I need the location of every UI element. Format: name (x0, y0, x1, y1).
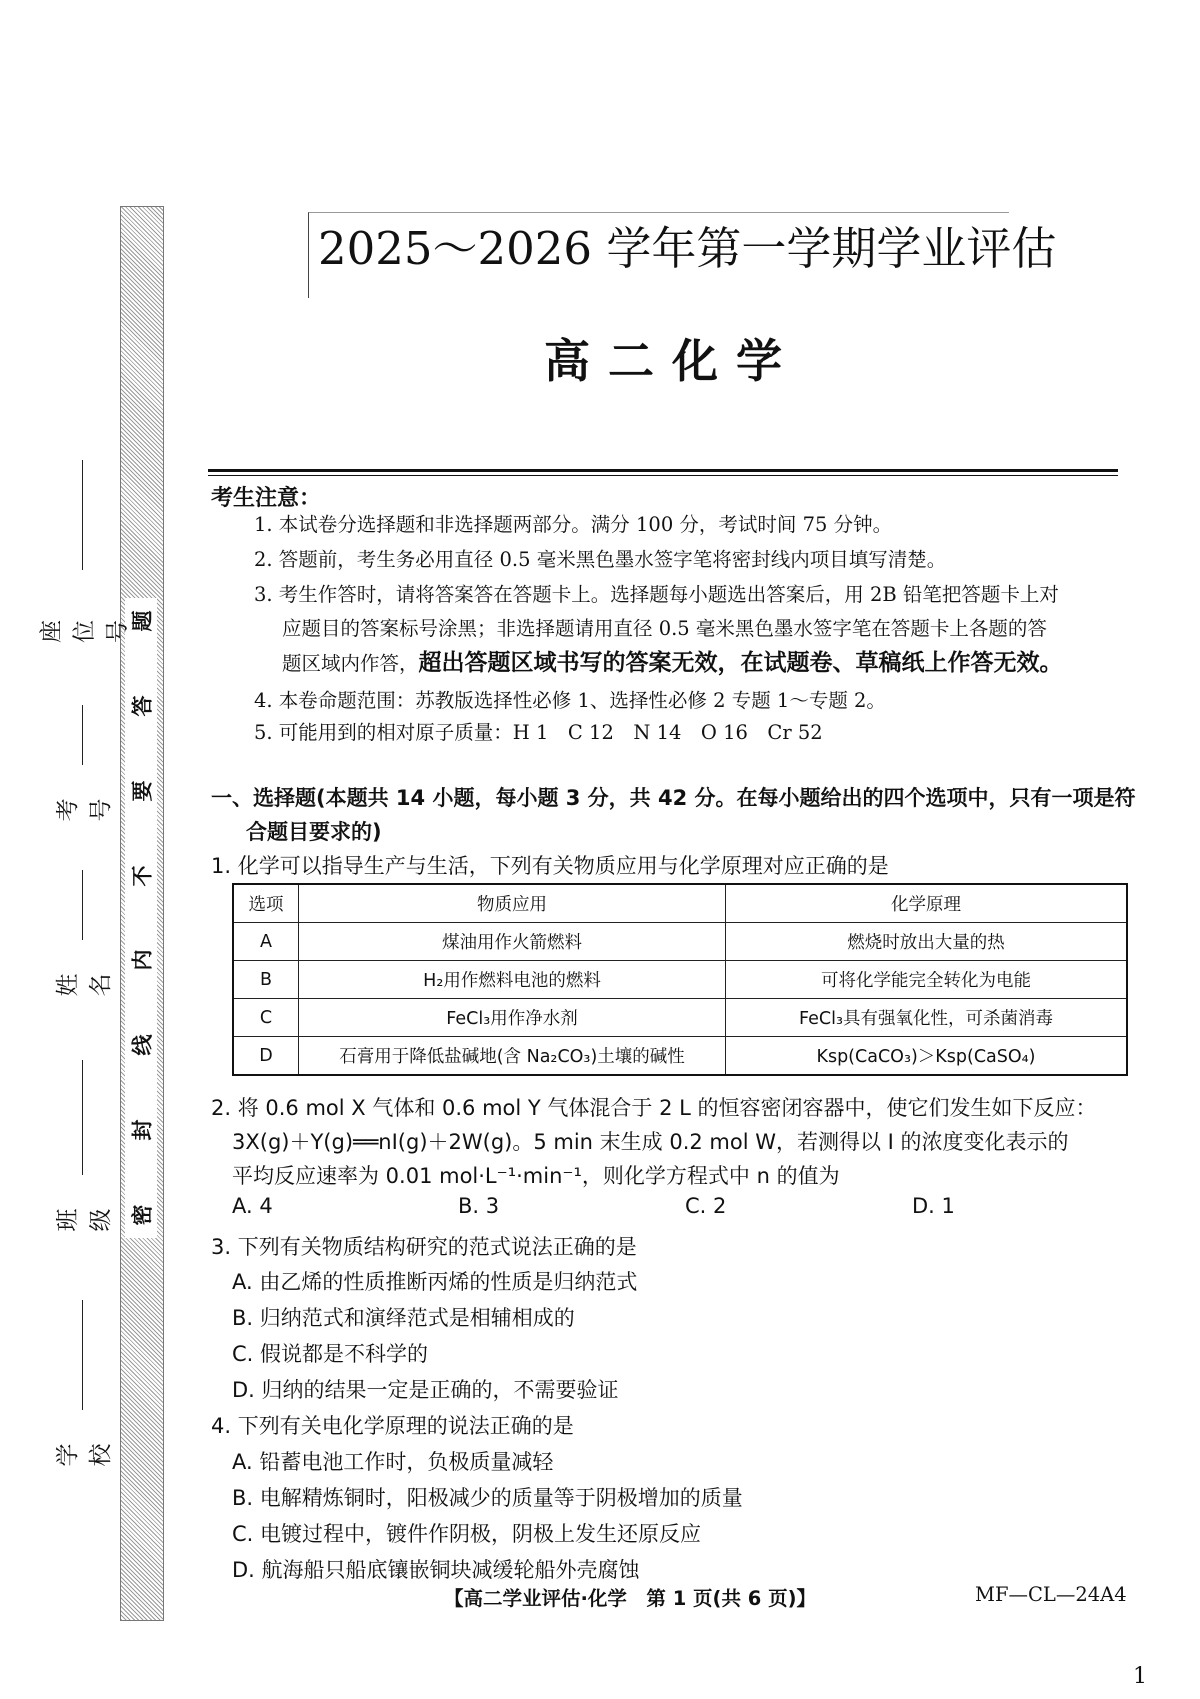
page-footer: 【高二学业评估·化学 第 1 页(共 6 页)】 (444, 1587, 817, 1610)
table-header: 选项 (233, 884, 299, 923)
seal-char: 封 (129, 1119, 154, 1141)
table-cell: 燃烧时放出大量的热 (726, 923, 1128, 961)
notice-item: 1. 本试卷分选择题和非选择题两部分。满分 100 分，考试时间 75 分钟。 (254, 513, 893, 536)
page-number: 1 (1133, 1664, 1147, 1689)
notice-item: 4. 本卷命题范围：苏教版选择性必修 1、选择性必修 2 专题 1～专题 2。 (254, 689, 886, 712)
question-2-option: A. 4 (232, 1194, 273, 1218)
table-cell: 煤油用作火箭燃料 (299, 923, 726, 961)
notice-emphasis: 超出答题区域书写的答案无效，在试题卷、草稿纸上作答无效。 (418, 650, 1063, 676)
question-2-option: D. 1 (912, 1194, 955, 1218)
table-cell: Ksp(CaCO₃)＞Ksp(CaSO₄) (726, 1037, 1128, 1076)
name-label: 姓名 (55, 973, 114, 997)
question-1-table (232, 883, 1128, 1076)
table-cell: A (233, 923, 299, 961)
question-2-line: 3X(g)＋Y(g)══nI(g)＋2W(g)。5 min 末生成 0.2 mol W，若测得以 I 的浓度变化表示的 (232, 1130, 1069, 1154)
table-header-row (233, 884, 1127, 923)
notice-item: 2. 答题前，考生务必用直径 0.5 毫米黑色墨水签字笔将密封线内项目填写清楚。 (254, 548, 947, 571)
table-cell: 石膏用于降低盐碱地(含 Na₂CO₃)土壤的碱性 (299, 1037, 726, 1076)
seal-char: 内 (129, 949, 154, 971)
question-4-option: B. 电解精炼铜时，阳极减少的质量等于阴极增加的质量 (232, 1486, 743, 1510)
table-cell: D (233, 1037, 299, 1076)
question-2-option: C. 2 (685, 1194, 727, 1218)
notice-item: 应题目的答案标号涂黑；非选择题请用直径 0.5 毫米黑色墨水签字笔在答题卡上各题的答 (282, 617, 1047, 640)
seal-char: 密 (129, 1204, 154, 1226)
exam-title: 2025～2026 学年第一学期学业评估 (318, 222, 1057, 275)
seat-number-label: 座位号 (38, 620, 131, 643)
question-4-stem: 4. 下列有关电化学原理的说法正确的是 (211, 1414, 574, 1438)
question-4-option: C. 电镀过程中，镀件作阴极，阴极上发生还原反应 (232, 1522, 702, 1546)
section-heading: 一、选择题(本题共 14 小题，每小题 3 分，共 42 分。在每小题给出的四个选项中，只有一项是符 (211, 786, 1136, 810)
seal-char: 答 (129, 695, 154, 717)
school-field[interactable] (55, 1300, 114, 1488)
table-cell: FeCl₃具有强氧化性，可杀菌消毒 (726, 999, 1128, 1037)
question-3-stem: 3. 下列有关物质结构研究的范式说法正确的是 (211, 1235, 637, 1259)
question-3-option: A. 由乙烯的性质推断丙烯的性质是归纳范式 (232, 1270, 638, 1294)
table-cell: B (233, 961, 299, 999)
exam-number-field[interactable] (55, 705, 114, 843)
question-3-option: B. 归纳范式和演绎范式是相辅相成的 (232, 1306, 575, 1330)
paper-code: MF—CL—24A4 (975, 1583, 1127, 1606)
class-label: 班级 (55, 1208, 114, 1232)
school-label: 学校 (55, 1443, 114, 1467)
question-3-option: D. 归纳的结果一定是正确的，不需要验证 (232, 1378, 619, 1402)
table-cell: H₂用作燃料电池的燃料 (299, 961, 726, 999)
seat-number-field[interactable] (38, 460, 131, 681)
table-cell: C (233, 999, 299, 1037)
table-cell: FeCl₃用作净水剂 (299, 999, 726, 1037)
section-heading-cont: 合题目要求的) (246, 820, 382, 844)
notice-item: 3. 考生作答时，请将答案答在答题卡上。选择题每小题选出答案后，用 2B 铅笔把答题卡上对 (254, 583, 1059, 606)
table-header: 化学原理 (726, 884, 1128, 923)
table-row (233, 961, 1127, 999)
header-rule-thin (208, 475, 1118, 476)
subject-title: 高二化学 (544, 334, 800, 388)
table-row (233, 923, 1127, 961)
notice-item-text: 题区域内作答， (282, 652, 419, 675)
name-field[interactable] (55, 870, 114, 1018)
notice-item-line (282, 650, 1063, 678)
table-row (233, 999, 1127, 1037)
question-2-line: 2. 将 0.6 mol X 气体和 0.6 mol Y 气体混合于 2 L 的恒容密闭容器中，使它们发生如下反应： (211, 1096, 1097, 1120)
question-1-stem: 1. 化学可以指导生产与生活，下列有关物质应用与化学原理对应正确的是 (211, 854, 889, 878)
question-4-option: A. 铅蓄电池工作时，负极质量减轻 (232, 1450, 554, 1474)
table-header: 物质应用 (299, 884, 726, 923)
question-2-line: 平均反应速率为 0.01 mol·L⁻¹·min⁻¹，则化学方程式中 n 的值为 (232, 1164, 840, 1188)
seal-char: 要 (129, 780, 154, 802)
table-row (233, 1037, 1127, 1076)
question-4-option: D. 航海船只船底镶嵌铜块减缓轮船外壳腐蚀 (232, 1558, 640, 1582)
table-cell: 可将化学能完全转化为电能 (726, 961, 1128, 999)
question-3-option: C. 假说都是不科学的 (232, 1342, 429, 1366)
question-2-option: B. 3 (458, 1194, 500, 1218)
header-rule (208, 469, 1118, 472)
seal-line-notice (125, 598, 157, 1238)
seal-char: 不 (129, 865, 154, 887)
notice-item: 5. 可能用到的相对原子质量：H 1 C 12 N 14 O 16 Cr 52 (254, 721, 823, 744)
notice-heading: 考生注意： (211, 486, 322, 511)
class-field[interactable] (55, 1060, 114, 1253)
seal-char: 题 (129, 610, 154, 632)
seal-char: 线 (129, 1034, 154, 1056)
exam-number-label: 考号 (55, 798, 114, 822)
